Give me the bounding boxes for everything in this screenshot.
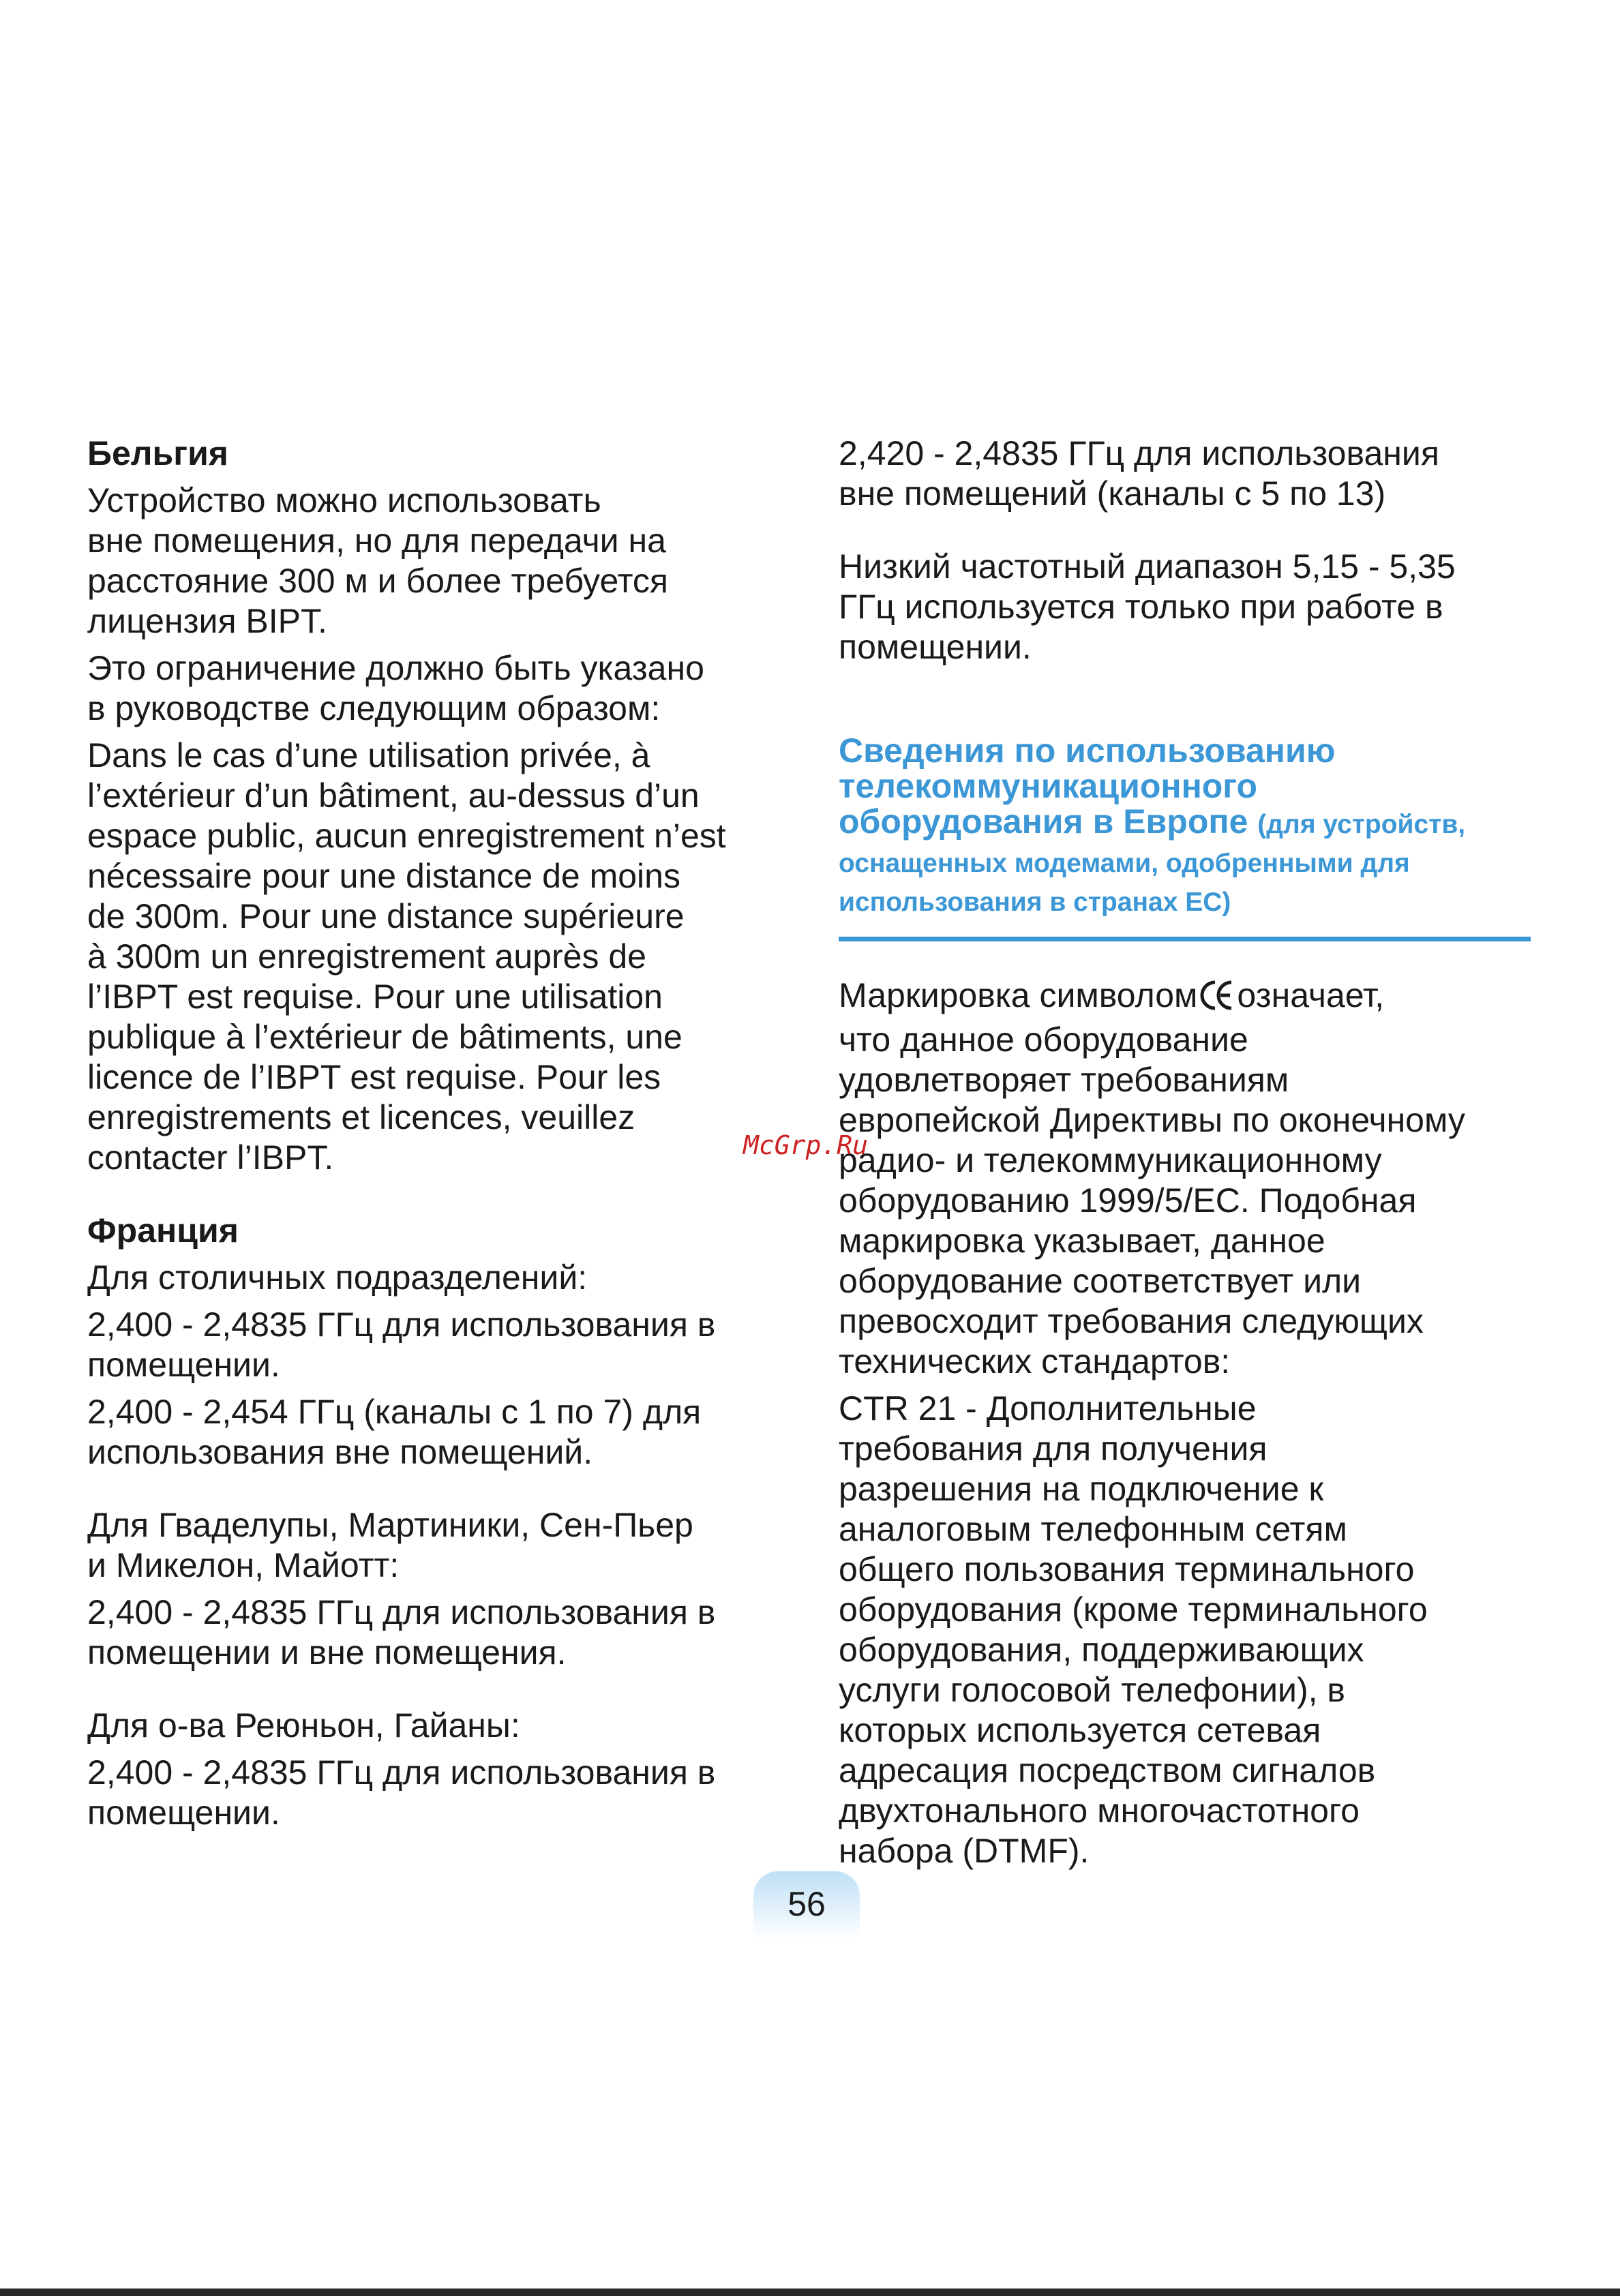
ctr21-paragraph: CTR 21 - Дополнительные требования для получения разрешения на подключение к аналоговым телефонным сетям общего пользования терминального оборудования (кроме терминального оборудования, поддерживающих услуги голосовой телефонии), в которых используется сетевая адресация посредством сигналов двухтонального многочастотного набора (DTMF). <box>839 1389 1428 1870</box>
france-paragraph-2: 2,400 - 2,4835 ГГц для использования в помещении. <box>87 1305 716 1384</box>
france-paragraph-4: Для Гваделупы, Мартиники, Сен-Пьер и Микелон, Майотт: <box>87 1506 693 1584</box>
europe-section-note-1: (для устройств, <box>1257 810 1466 839</box>
france-paragraph-7: 2,400 - 2,4835 ГГц для использования в помещении. <box>87 1753 716 1832</box>
bottom-border <box>0 2289 1620 2296</box>
belgium-paragraph-1: Устройство можно использовать вне помещения, но для передачи на расстояние 300 м и более требуется лицензия BIPT. <box>87 481 669 640</box>
watermark-text: McGrp.Ru <box>743 1130 869 1160</box>
france-paragraph-6: Для о-ва Реюньон, Гайаны: <box>87 1706 520 1744</box>
frequency-paragraph: 2,420 - 2,4835 ГГц для использования вне помещений (каналы с 5 по 13) <box>839 434 1439 513</box>
europe-section-note-2: оснащенных модемами, одобренными для использования в странах ЕС) <box>839 849 1410 917</box>
belgium-heading: Бельгия <box>87 434 228 472</box>
page-number-tab <box>753 1871 860 1939</box>
france-heading: Франция <box>87 1211 239 1250</box>
page-number: 56 <box>787 1885 826 1923</box>
low-band-paragraph: Низкий частотный диапазон 5,15 - 5,35 ГГц используется только при работе в помещении. <box>839 547 1456 666</box>
europe-section-heading <box>839 733 1541 920</box>
france-paragraph-1: Для столичных подразделений: <box>87 1258 588 1297</box>
belgium-paragraph-2: Это ограничение должно быть указано в руководстве следующим образом: <box>87 649 704 727</box>
ce-text-after: означает, что данное оборудование удовлетворяет требованиям европейской Директивы по оконечному радио- и телекоммуникационному оборудованию 1999/5/EC. Подобная маркировка указывает, данное оборудование соответствует или превосходит требования следующих технических стандартов: <box>839 976 1465 1380</box>
france-paragraph-5: 2,400 - 2,4835 ГГц для использования в помещении и вне помещения. <box>87 1593 716 1672</box>
ce-mark-icon <box>1200 980 1234 1020</box>
ce-text-before: Маркировка символом <box>839 976 1198 1014</box>
left-column <box>87 434 796 1833</box>
belgium-paragraph-french: Dans le cas d’une utilisation privée, à l’extérieur d’un bâtiment, au-dessus d’un espace public, aucun enregistrement n’est nécessaire pour une distance de moins de 300m. Pour une distance supérieure à 300m un enregistrement auprès de l’IBPT est requise. Pour une utilisation publique à l’extérieur de bâtiments, une licence de l’IBPT est requise. Pour les enregistrements et licences, veuillez contacter l’IBPT. <box>87 736 726 1177</box>
france-paragraph-3: 2,400 - 2,454 ГГц (каналы с 1 по 7) для использования вне помещений. <box>87 1393 702 1471</box>
ce-marking-paragraph <box>839 976 1541 1382</box>
europe-section-title: Сведения по использованию телекоммуникационного оборудования в Европе <box>839 731 1336 841</box>
section-divider <box>839 937 1531 941</box>
right-column <box>839 434 1541 1871</box>
